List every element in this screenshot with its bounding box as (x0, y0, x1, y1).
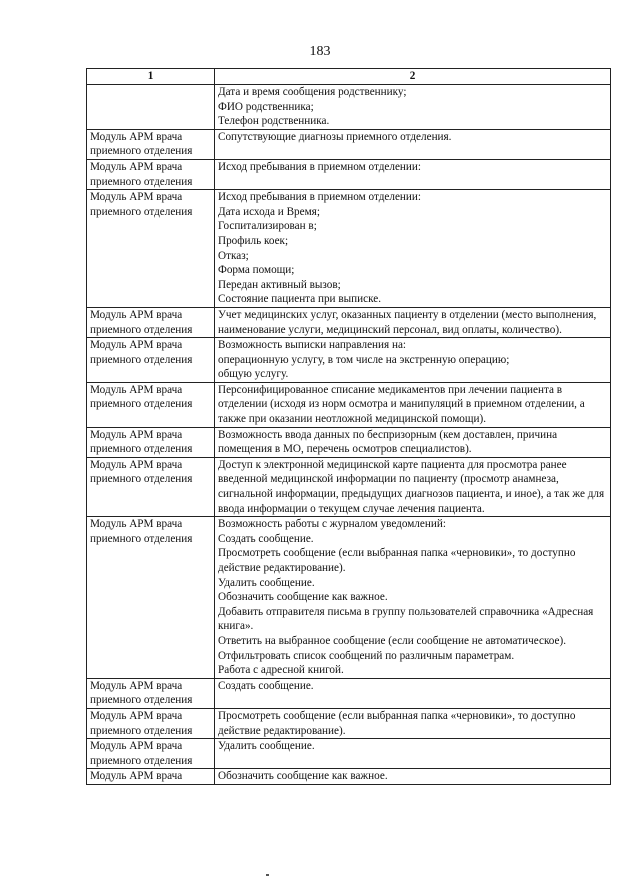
module-cell: Модуль АРМ врача приемного отделения (87, 427, 215, 457)
function-cell (215, 382, 611, 427)
function-line: Форма помощи; (218, 264, 295, 277)
function-line: Госпитализирован в; (218, 220, 317, 233)
table-row (87, 678, 611, 708)
table-row (87, 708, 611, 738)
table-row (87, 517, 611, 679)
module-cell: Модуль АРМ врача приемного отделения (87, 129, 215, 159)
function-line: Обозначить сообщение как важное. (218, 591, 388, 604)
function-cell (215, 769, 611, 785)
table-row (87, 338, 611, 383)
module-cell: Модуль АРМ врача приемного отделения (87, 159, 215, 189)
function-line: Исход пребывания в приемном отделении: (218, 191, 421, 204)
function-line: Создать сообщение. (218, 532, 314, 545)
function-line: Возможность выписки направления на: (218, 339, 407, 352)
function-line: Возможность работы с журналом уведомлений: (218, 518, 446, 531)
module-cell: Модуль АРМ врача (87, 769, 215, 785)
function-line: Удалить сообщение. (218, 740, 315, 753)
function-line: Профиль коек; (218, 234, 289, 247)
requirements-table (86, 68, 611, 785)
function-line: операционную услугу, в том числе на экстренную операцию; (218, 353, 510, 366)
table-row (87, 159, 611, 189)
function-cell (215, 427, 611, 457)
table-row (87, 129, 611, 159)
table-row (87, 307, 611, 337)
module-cell: Модуль АРМ врача приемного отделения (87, 739, 215, 769)
function-line: Возможность ввода данных по беспризорным (кем доставлен, причина помещения в МО, перечень осмотров специалистов). (218, 428, 558, 456)
function-line: Отказ; (218, 249, 249, 262)
column-header-1: 1 (87, 69, 215, 85)
module-cell: Модуль АРМ врача приемного отделения (87, 678, 215, 708)
function-line: Дата и время сообщения родственнику; (218, 86, 407, 98)
table-row (87, 85, 611, 130)
page-number: 183 (309, 44, 331, 59)
function-line: Ответить на выбранное сообщение (если сообщение не автоматическое). (218, 634, 567, 647)
column-header-2: 2 (215, 69, 611, 85)
function-line: Просмотреть сообщение (если выбранная папка «черновики», то доступно действие редактирование). (218, 547, 576, 574)
function-line: Состояние пациента при выписке. (218, 293, 381, 306)
function-cell (215, 739, 611, 769)
module-cell: Модуль АРМ врача приемного отделения (87, 307, 215, 337)
function-line: Обозначить сообщение как важное. (218, 770, 388, 783)
table-row (87, 457, 611, 516)
function-line: Доступ к электронной медицинской карте пациента для просмотра ранее введенной медицинской информации по пациенту (просмотр анамнеза, сигнальной информации, предыдущих диагнозов пациента, и иное), а так же для ввода информации о текущем случае лечения пациента. (218, 458, 605, 515)
function-line: Создать сообщение. (218, 679, 314, 692)
function-line: ФИО родственника; (218, 100, 314, 113)
function-line: общую услугу. (218, 368, 289, 381)
function-cell (215, 517, 611, 679)
scan-mark (266, 874, 269, 876)
table-row (87, 382, 611, 427)
function-cell (215, 708, 611, 738)
module-cell (87, 85, 215, 130)
table-body (87, 85, 611, 785)
function-line: Передан активный вызов; (218, 278, 341, 291)
function-cell (215, 85, 611, 130)
table-header-row (87, 69, 611, 85)
module-cell: Модуль АРМ врача приемного отделения (87, 457, 215, 516)
function-cell (215, 190, 611, 308)
function-line: Персонифицированное списание медикаментов при лечении пациента в отделении (исходя из норм осмотра и манипуляций в приемном отделении, а также при оказании неотложной медицинской помощи). (218, 383, 585, 426)
function-line: Просмотреть сообщение (если выбранная папка «черновики», то доступно действие редактирование). (218, 709, 576, 737)
function-line: Сопутствующие диагнозы приемного отделения. (218, 130, 452, 143)
module-cell: Модуль АРМ врача приемного отделения (87, 190, 215, 308)
module-cell: Модуль АРМ врача приемного отделения (87, 338, 215, 383)
table-row (87, 427, 611, 457)
function-cell (215, 457, 611, 516)
function-cell (215, 307, 611, 337)
function-line: Учет медицинских услуг, оказанных пациенту в отделении (место выполнения, наименование услуги, медицинский персонал, вид оплаты, количество). (218, 308, 597, 336)
function-line: Добавить отправителя письма в группу пользователей справочника «Адресная книга». (218, 605, 594, 633)
module-cell: Модуль АРМ врача приемного отделения (87, 708, 215, 738)
table-row (87, 769, 611, 785)
function-line: Работа с адресной книгой. (218, 664, 344, 677)
function-cell (215, 338, 611, 383)
function-cell (215, 159, 611, 189)
function-cell (215, 678, 611, 708)
function-line: Отфильтровать список сообщений по различным параметрам. (218, 649, 515, 662)
function-line: Удалить сообщение. (218, 576, 315, 589)
table-row (87, 190, 611, 308)
function-line: Дата исхода и Время; (218, 205, 320, 218)
module-cell: Модуль АРМ врача приемного отделения (87, 382, 215, 427)
function-line: Исход пребывания в приемном отделении: (218, 160, 421, 173)
table-row (87, 739, 611, 769)
function-cell (215, 129, 611, 159)
module-cell: Модуль АРМ врача приемного отделения (87, 517, 215, 679)
function-line: Телефон родственника. (218, 115, 330, 128)
